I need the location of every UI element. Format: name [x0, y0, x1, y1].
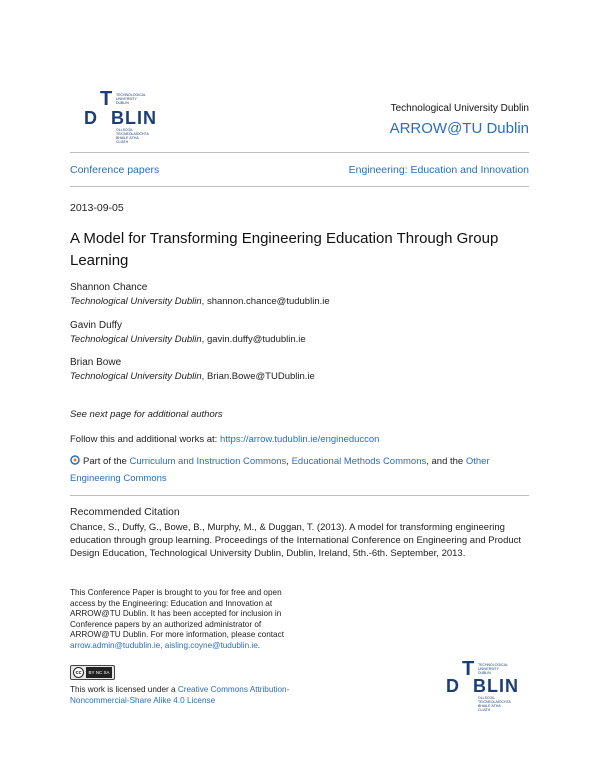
open-access-icon [70, 455, 80, 465]
author-affiliation-line: Technological University Dublin, shannon.chance@tudublin.ie [70, 296, 330, 307]
author-block [70, 357, 315, 382]
author-affiliation: Technological University Dublin [70, 296, 202, 307]
logo-wordmark-left: D [446, 676, 460, 696]
paper-title: A Model for Transforming Engineering Education Through Group Learning [70, 230, 499, 269]
blurb-text: This Conference Paper is brought to you for free and open access by the Engineering: Education and Innovation at ARROW@TU Dublin. It has been accepted for inclusion in Conference papers by an authorized administrator of ARROW@TU Dublin. For more information, please contact [70, 588, 284, 640]
cc-icon: cc [73, 667, 84, 678]
author-affiliation-line: Technological University Dublin, Brian.Bowe@TUDublin.ie [70, 371, 315, 382]
category-engineering-education-link[interactable]: Engineering: Education and Innovation [348, 164, 529, 176]
author-affiliation: Technological University Dublin [70, 334, 202, 345]
part-of-prefix: Part of the [83, 456, 130, 467]
recommended-citation-text: Chance, S., Duffy, G., Bowe, B., Murphy, M., & Duggan, T. (2013). A model for transforming engineering education through group learning. Proceedings of the International Conference on Engineering and Product Design Education, Technological University Dublin, Dublin, Ireland, 5th.-6th. September, 2013. [70, 522, 522, 559]
educational-methods-commons-link[interactable]: Educational Methods Commons [291, 456, 427, 467]
logo-small-text-bottom: OLLSCOIL TEICNEOLAÍOCHTA BHAILE ÁTHA CLIATH [478, 696, 511, 712]
blurb-end: . [257, 640, 261, 650]
publication-date: 2013-09-05 [70, 202, 124, 214]
divider-citation [70, 495, 529, 496]
recommended-citation-heading: Recommended Citation [70, 506, 180, 518]
logo-wordmark-right: BLIN [111, 108, 157, 128]
follow-line [70, 434, 379, 445]
license-prefix: This work is licensed under a [70, 685, 178, 694]
contact-email-link-2[interactable]: aisling.coyne@tudublin.ie [164, 640, 258, 650]
collection-url-link[interactable]: https://arrow.tudublin.ie/engineduccon [219, 434, 380, 445]
author-email: shannon.chance@tudublin.ie [206, 296, 330, 307]
logo-small-text-top: TECHNOLOGICAL UNIVERSITY DUBLIN [116, 93, 146, 105]
creative-commons-badge[interactable] [70, 665, 115, 680]
follow-prefix: Follow this and additional works at: [70, 434, 220, 445]
license-statement [70, 684, 300, 706]
tu-dublin-logo [84, 88, 168, 144]
logo-small-text-top: TECHNOLOGICAL UNIVERSITY DUBLIN [478, 663, 508, 675]
divider-top [70, 152, 529, 153]
cc-license-link[interactable]: Creative Commons Attribution-Noncommercial-Share Alike 4.0 License [70, 685, 290, 705]
open-access-statement [70, 588, 290, 652]
curriculum-commons-link[interactable]: Curriculum and Instruction Commons [129, 456, 287, 467]
divider-categories [70, 186, 529, 187]
other-engineering-commons-link[interactable]: Other Engineering Commons [70, 456, 490, 484]
author-name: Gavin Duffy [70, 320, 123, 331]
tu-dublin-logo-footer [446, 660, 530, 710]
category-conference-papers-link[interactable]: Conference papers [70, 164, 160, 176]
logo-wordmark-left: D [84, 108, 98, 128]
author-affiliation: Technological University Dublin [70, 371, 202, 382]
logo-small-text-bottom: OLLSCOIL TEICNEOLAÍOCHTA BHAILE ÁTHA CLIATH [116, 128, 149, 144]
author-affiliation-line: Technological University Dublin, gavin.duffy@tudublin.ie [70, 334, 306, 345]
contact-email-link[interactable]: arrow.admin@tudublin.ie, [70, 640, 163, 650]
author-name: Brian Bowe [70, 357, 122, 368]
part-of-commons [70, 453, 530, 487]
logo-t-mark: T [462, 658, 475, 680]
see-next-page-note: See next page for additional authors [70, 409, 223, 420]
author-block [70, 320, 306, 345]
author-block [70, 282, 330, 307]
part-of-sep2: , and the [426, 456, 466, 467]
author-email: gavin.duffy@tudublin.ie [206, 334, 306, 345]
part-of-sep1: , [286, 456, 292, 467]
logo-t-mark: T [100, 88, 113, 110]
author-name: Shannon Chance [70, 282, 148, 293]
repository-link[interactable]: ARROW@TU Dublin [389, 120, 529, 137]
cc-license-terms: BY NC SA [86, 667, 112, 678]
logo-wordmark-right: BLIN [473, 676, 519, 696]
institution-name: Technological University Dublin [390, 103, 529, 114]
author-email: Brian.Bowe@TUDublin.ie [206, 371, 315, 382]
